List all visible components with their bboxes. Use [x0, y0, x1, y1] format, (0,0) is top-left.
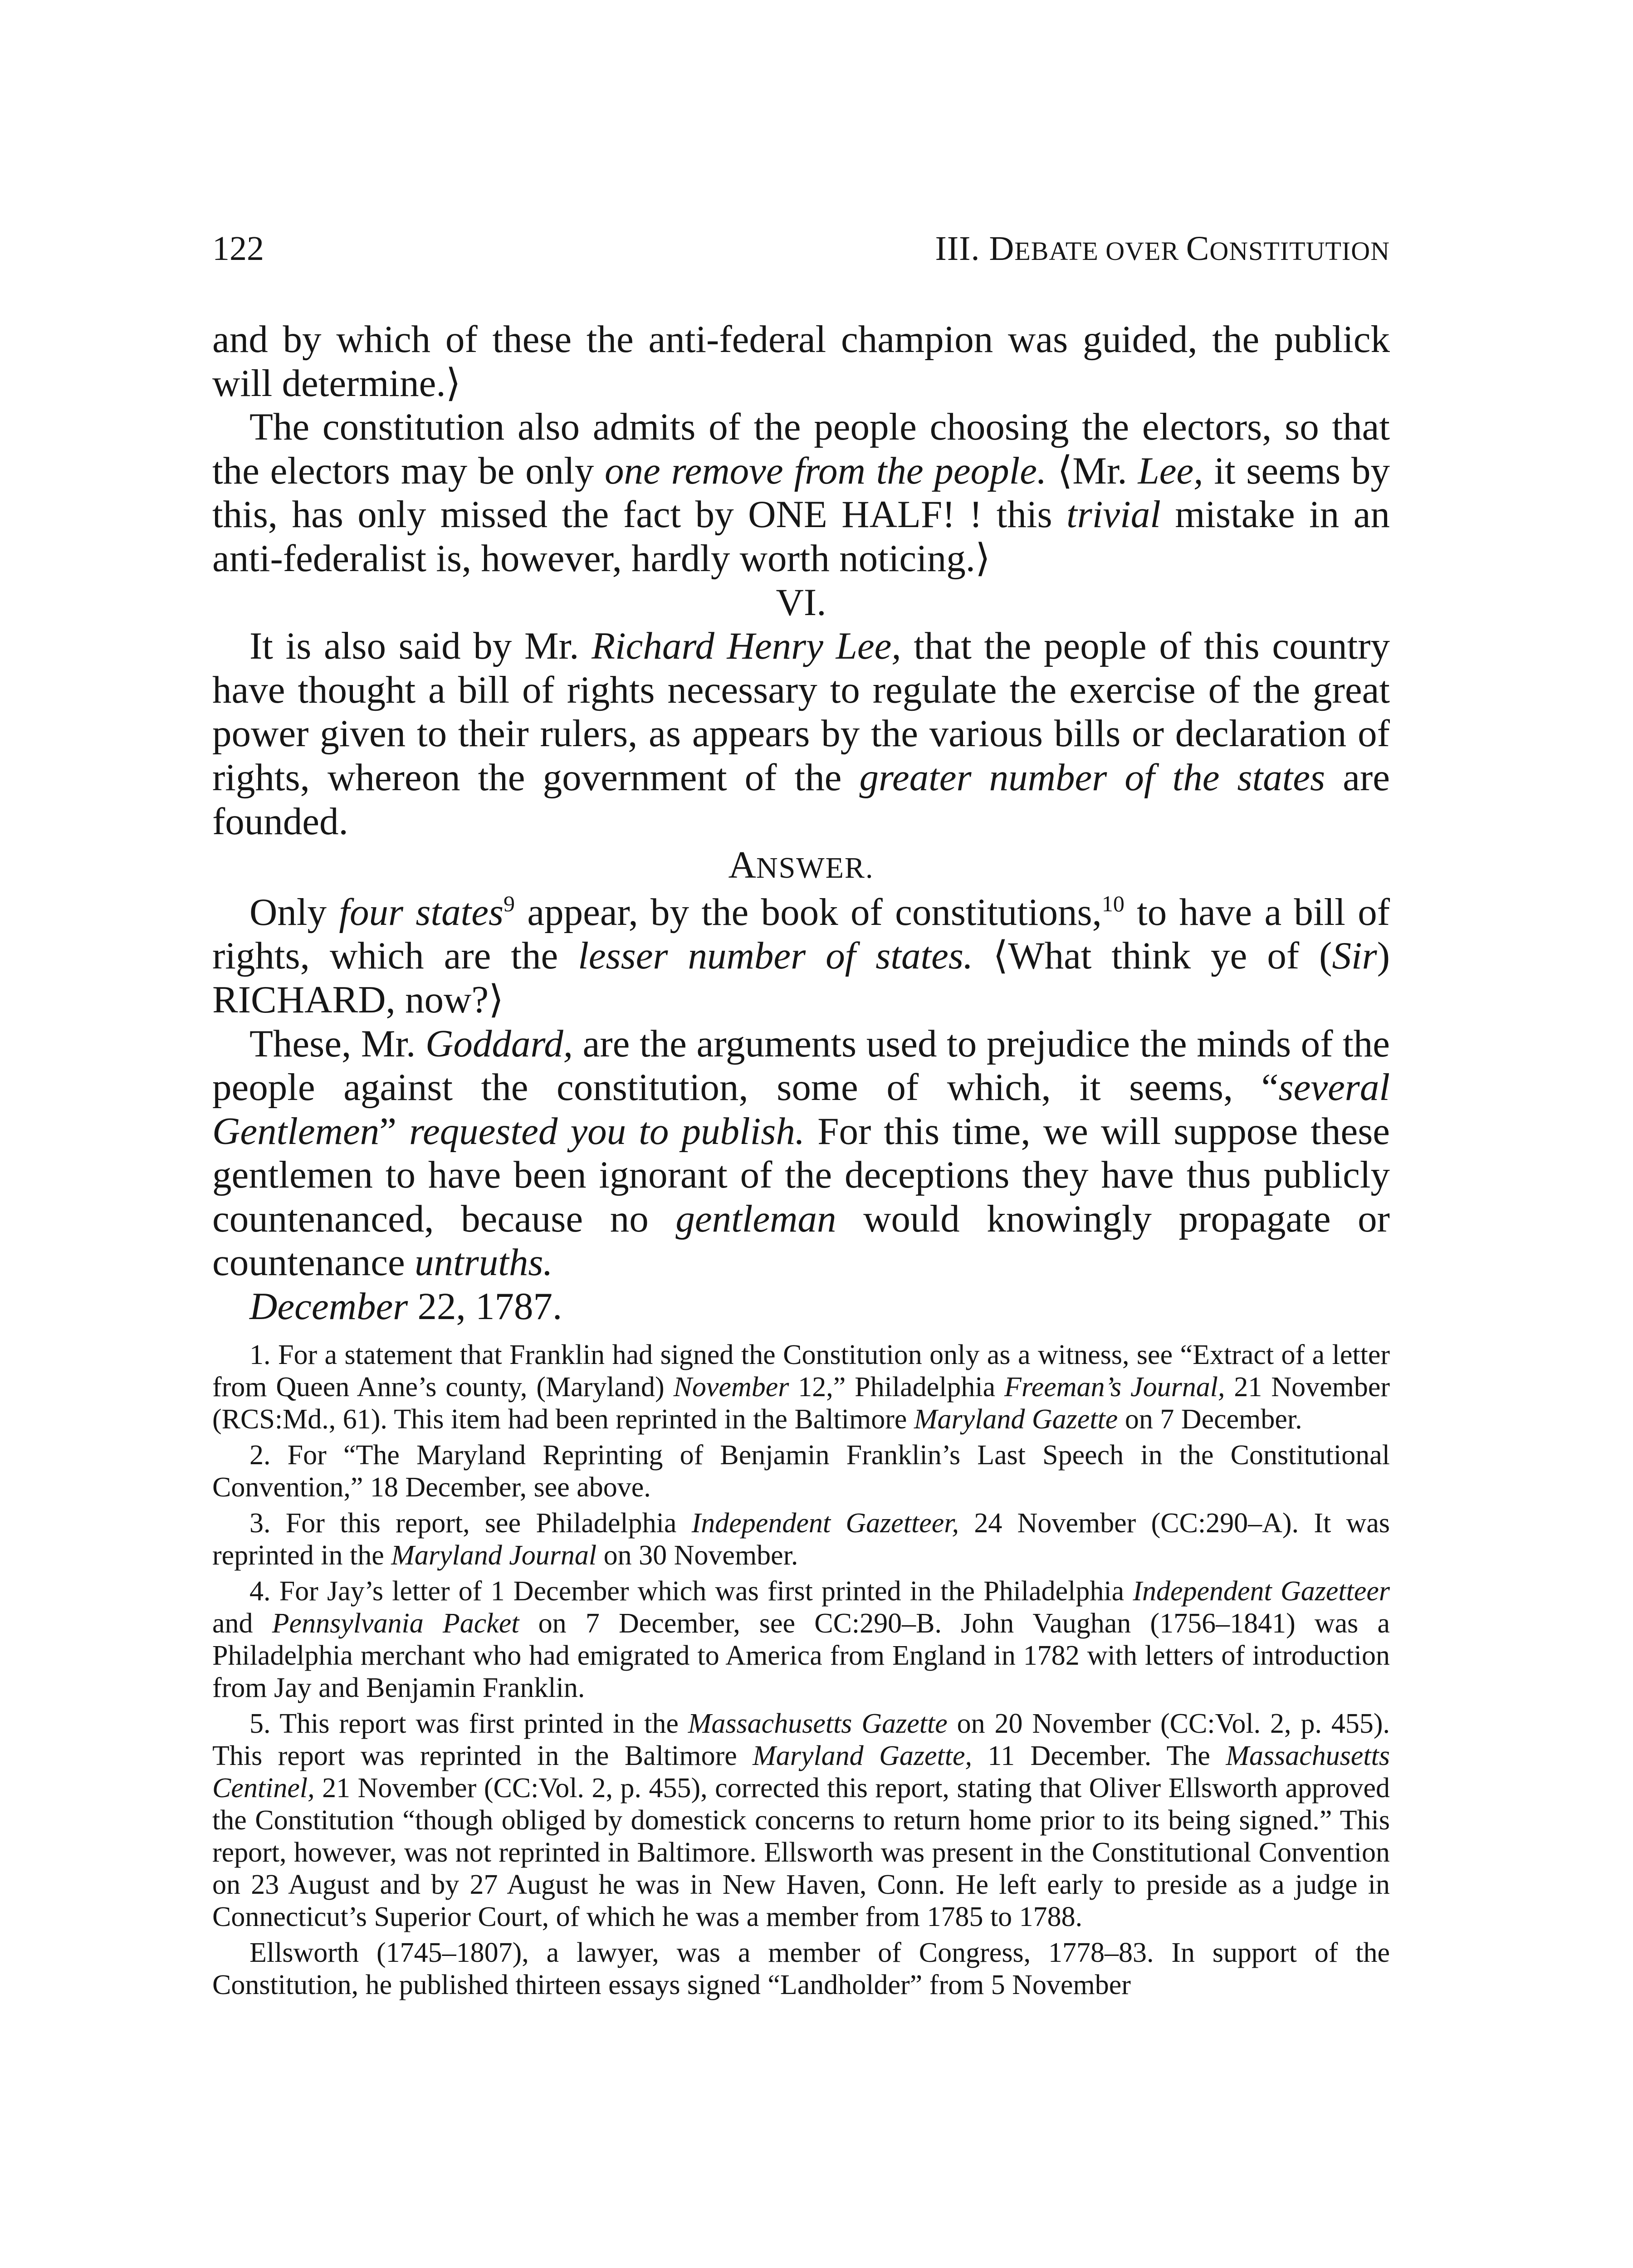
footnote-3: 3. For this report, see Philadelphia Independent Gazetteer, 24 November (CC:290–A). It was reprinted in the Maryland Journal on 30 November.	[212, 1508, 1390, 1571]
dateline: December 22, 1787.	[249, 1285, 562, 1328]
page-header	[212, 212, 1390, 285]
paragraph-continuation: and by which of these the anti-federal champion was guided, the publick will determine.⟩	[212, 318, 1390, 405]
section-heading-answer: ANSWER.	[728, 844, 874, 887]
running-head: III. DEBATE OVER CONSTITUTION	[935, 230, 1390, 268]
footnote-2: 2. For “The Maryland Reprinting of Benjamin Franklin’s Last Speech in the Constitutional Convention,” 18 December, see above.	[212, 1440, 1390, 1503]
footnote-ref-10: 10	[1101, 890, 1125, 916]
footnote-5: 5. This report was first printed in the Massachusetts Gazette on 20 November (CC:Vol. 2, p. 455). This report was reprinted in the Baltimore Maryland Gazette, 11 December. The Massachusetts Centinel, 21 November (CC:Vol. 2, p. 455), corrected this report, stating that Oliver Ellsworth approved the Constitution “though obliged by domestick concerns to return home prior to its being signed.” This report, however, was not reprinted in Baltimore. Ellsworth was present in the Constitutional Convention on 23 August and by 27 August he was in New Haven, Conn. He left early to preside as a judge in Connecticut’s Superior Court, of which he was a member from 1785 to 1788.	[212, 1708, 1390, 1932]
footnote-5-continuation: Ellsworth (1745–1807), a lawyer, was a member of Congress, 1778–83. In support of the Constitution, he published thirteen essays signed “Landholder” from 5 November	[212, 1937, 1390, 2000]
page-number: 122	[212, 230, 264, 268]
section-heading-vi: VI.	[776, 581, 826, 624]
paragraph-electors: The constitution also admits of the people choosing the electors, so that the electors may be only one remove from the people. ⟨Mr. Lee, it seems by this, has only missed the fact by ONE HALF! ! this trivial mistake in an anti-federalist is, however, hardly worth noticing.⟩	[212, 406, 1390, 580]
paragraph-answer: Only four states$^9$ appear, by the book of constitutions,$^{10}$ to have a bill of rights, which are the lesser number of states. ⟨What think ye of (Sir) RICHARD, now?⟩	[212, 890, 1390, 1021]
footnote-1: 1. For a statement that Franklin had signed the Constitution only as a witness, see “Extract of a letter from Queen Anne’s county, (Maryland) November 12,” Philadelphia Freeman’s Journal, 21 November (RCS:Md., 61). This item had been reprinted in the Baltimore Maryland Gazette on 7 December.	[212, 1339, 1390, 1435]
footnotes	[212, 1339, 1390, 2005]
main-text	[212, 318, 1390, 1329]
paragraph-goddard: These, Mr. Goddard, are the arguments used to prejudice the minds of the people against the constitution, some of which, it seems, “several Gentlemen” requested you to publish. For this time, we will suppose these gentlemen to have been ignorant of the deceptions they have thus publicly countenanced, because no gentleman would knowingly propagate or countenance untruths.	[212, 1022, 1390, 1284]
footnote-4: 4. For Jay’s letter of 1 December which was first printed in the Philadelphia Independent Gazetteer and Pennsylvania Packet on 7 December, see CC:290–B. John Vaughan (1756–1841) was a Philadelphia merchant who had emigrated to America from England in 1782 with letters of introduction from Jay and Benjamin Franklin.	[212, 1576, 1390, 1703]
footnote-ref-9: 9	[504, 890, 515, 916]
paragraph-bill-of-rights: It is also said by Mr. Richard Henry Lee, that the people of this country have thought a bill of rights necessary to regulate the exercise of the great power given to their rulers, as appears by the various bills or declaration of rights, whereon the government of the greater number of the states are founded.	[212, 625, 1390, 843]
